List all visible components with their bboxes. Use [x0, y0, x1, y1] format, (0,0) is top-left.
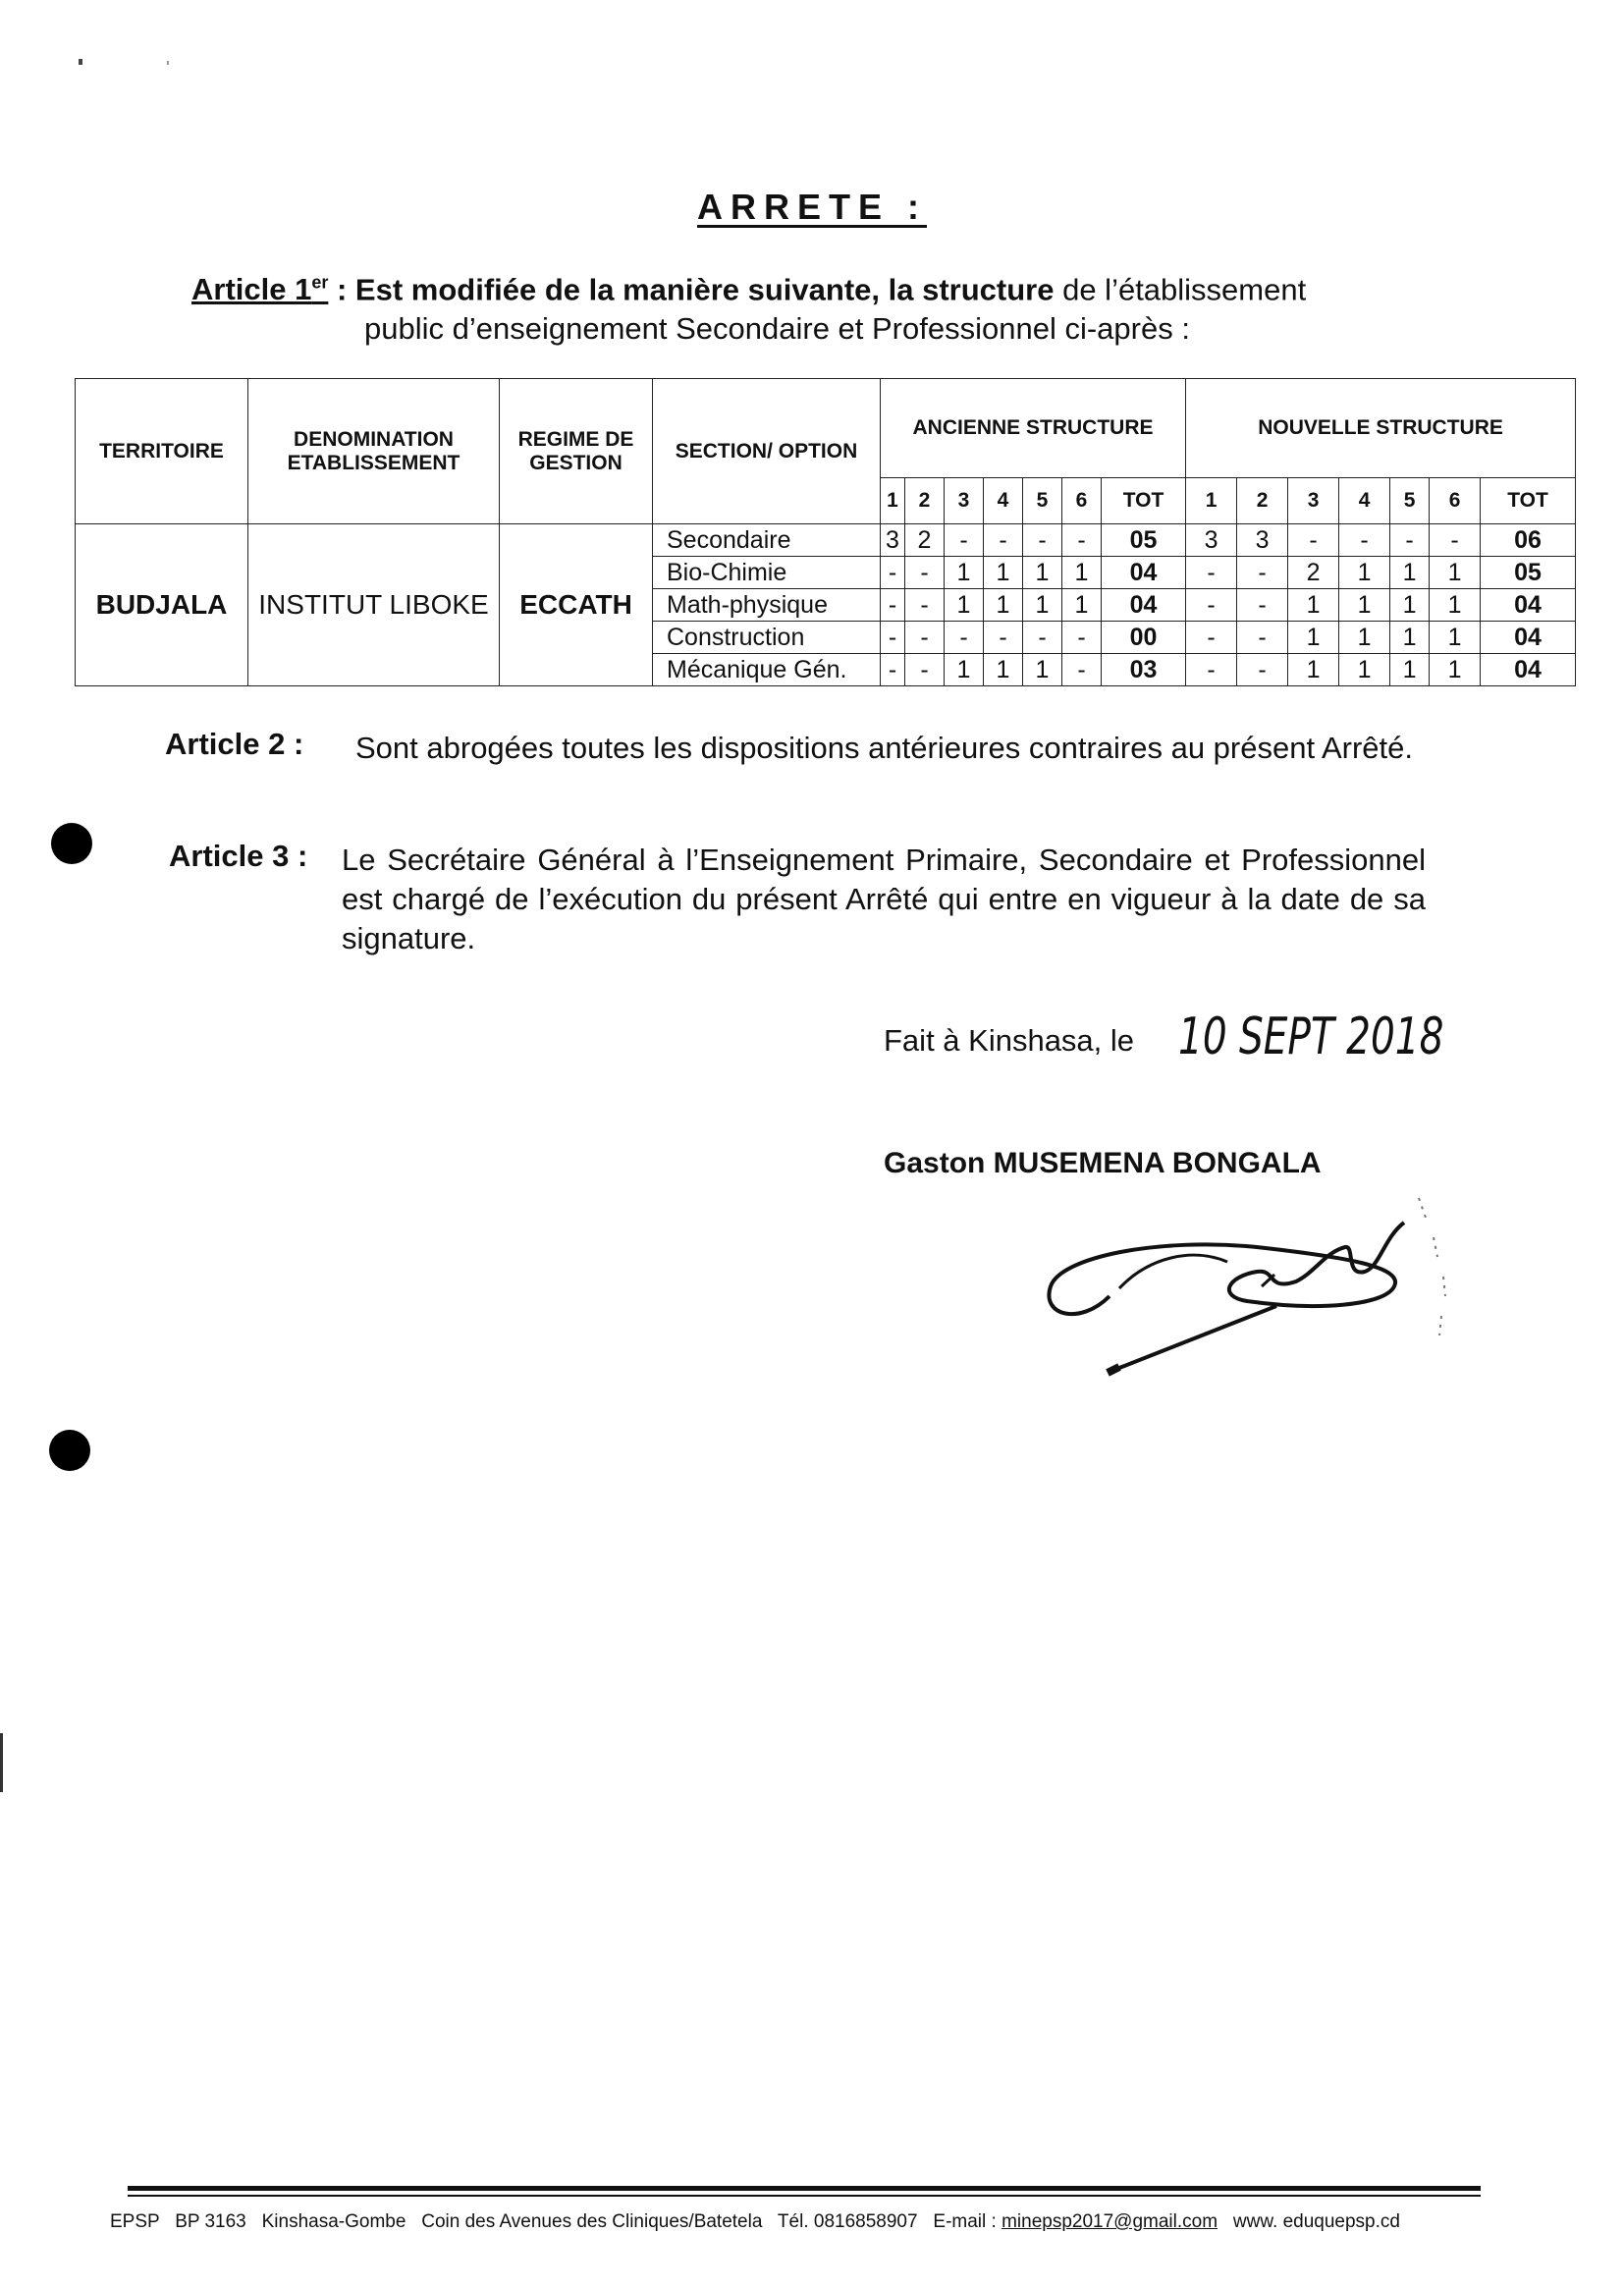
nouvelle-total-cell: 04: [1481, 622, 1576, 654]
scan-speck: [167, 61, 169, 65]
header-nouvelle-level: 5: [1390, 478, 1430, 524]
ancienne-level-cell: -: [905, 557, 945, 589]
option-cell: Bio-Chimie: [653, 557, 881, 589]
ancienne-level-cell: -: [1023, 622, 1062, 654]
ancienne-level-cell: -: [905, 622, 945, 654]
option-cell: Math-physique: [653, 589, 881, 622]
nouvelle-level-cell: 1: [1390, 589, 1430, 622]
nouvelle-level-cell: -: [1390, 524, 1430, 557]
header-ancienne-level: TOT: [1102, 478, 1186, 524]
ancienne-level-cell: 1: [984, 589, 1023, 622]
footer-rule: [128, 2186, 1481, 2191]
ancienne-level-cell: -: [1062, 654, 1102, 686]
ancienne-level-cell: 3: [881, 524, 905, 557]
nouvelle-level-cell: 3: [1237, 524, 1288, 557]
header-ancienne-level: 3: [945, 478, 984, 524]
nouvelle-level-cell: -: [1186, 589, 1237, 622]
nouvelle-total-cell: 04: [1481, 654, 1576, 686]
punch-hole: [49, 1430, 90, 1471]
nouvelle-level-cell: 1: [1288, 589, 1339, 622]
nouvelle-level-cell: 2: [1288, 557, 1339, 589]
nouvelle-level-cell: 1: [1390, 654, 1430, 686]
ancienne-level-cell: 2: [905, 524, 945, 557]
header-section: SECTION/ OPTION: [653, 379, 881, 524]
scan-edge-mark: [0, 1733, 3, 1792]
ancienne-level-cell: -: [905, 654, 945, 686]
article-2-text: Sont abrogées toutes les dispositions antérieures contraires au présent Arrêté.: [355, 731, 1414, 765]
etablissement-cell: INSTITUT LIBOKE: [248, 524, 500, 686]
article-2-label: Article 2 :: [165, 727, 304, 761]
ancienne-level-cell: 1: [945, 589, 984, 622]
ancienne-level-cell: -: [984, 622, 1023, 654]
nouvelle-level-cell: 1: [1288, 654, 1339, 686]
header-nouvelle-level: TOT: [1481, 478, 1576, 524]
option-cell: Mécanique Gén.: [653, 654, 881, 686]
header-nouvelle-level: 3: [1288, 478, 1339, 524]
nouvelle-level-cell: -: [1237, 589, 1288, 622]
article-1-label: Article 1er: [191, 272, 329, 307]
header-ancienne-level: 1: [881, 478, 905, 524]
regime-cell: ECCATH: [500, 524, 653, 686]
nouvelle-level-cell: 3: [1186, 524, 1237, 557]
nouvelle-level-cell: 1: [1339, 557, 1390, 589]
option-cell: Secondaire: [653, 524, 881, 557]
footer-website[interactable]: www. eduquepsp.cd: [1232, 2211, 1400, 2232]
header-regime: REGIME DE GESTION: [500, 379, 653, 524]
option-cell: Construction: [653, 622, 881, 654]
nouvelle-level-cell: 1: [1390, 557, 1430, 589]
footer-email-link[interactable]: minepsp2017@gmail.com: [1001, 2211, 1218, 2232]
ancienne-total-cell: 00: [1102, 622, 1186, 654]
ancienne-total-cell: 04: [1102, 589, 1186, 622]
scan-speck: [79, 59, 82, 65]
structure-table: [75, 378, 1576, 686]
nouvelle-total-cell: 05: [1481, 557, 1576, 589]
ancienne-level-cell: 1: [1023, 557, 1062, 589]
ancienne-level-cell: -: [984, 524, 1023, 557]
article-1: Article 1er : Est modifiée de la manière suivante, la structure de l’établissement public d’enseignement Secondaire et Professionnel ci-après :: [191, 263, 1448, 349]
nouvelle-level-cell: 1: [1288, 622, 1339, 654]
header-denomination: DENOMINATION ETABLISSEMENT: [248, 379, 500, 524]
nouvelle-level-cell: 1: [1339, 622, 1390, 654]
ancienne-level-cell: -: [945, 622, 984, 654]
header-ancienne-level: 4: [984, 478, 1023, 524]
signer-name: Gaston MUSEMENA BONGALA: [884, 1147, 1322, 1179]
nouvelle-level-cell: 1: [1390, 622, 1430, 654]
header-ancienne-level: 6: [1062, 478, 1102, 524]
nouvelle-level-cell: 1: [1430, 589, 1481, 622]
nouvelle-level-cell: -: [1288, 524, 1339, 557]
nouvelle-level-cell: -: [1186, 622, 1237, 654]
ancienne-level-cell: -: [905, 589, 945, 622]
article-1-continuation: public d’enseignement Secondaire et Professionnel ci-après :: [364, 311, 1190, 347]
ancienne-level-cell: -: [881, 654, 905, 686]
nouvelle-level-cell: 1: [1430, 557, 1481, 589]
header-nouvelle-level: 1: [1186, 478, 1237, 524]
ancienne-level-cell: 1: [1023, 654, 1062, 686]
article-1-bold-text: Est modifiée de la manière suivante, la structure: [354, 272, 1055, 307]
ancienne-level-cell: -: [945, 524, 984, 557]
nouvelle-level-cell: -: [1237, 622, 1288, 654]
ancienne-total-cell: 03: [1102, 654, 1186, 686]
date-stamp: 10 SEPT 2018: [1178, 1008, 1444, 1066]
article-3-text: Le Secrétaire Général à l’Enseignement Primaire, Secondaire et Professionnel est chargé de l’exécution du présent Arrêté qui entre en vigueur à la date de sa signature.: [342, 843, 1426, 955]
ancienne-level-cell: -: [881, 589, 905, 622]
nouvelle-level-cell: 1: [1430, 622, 1481, 654]
nouvelle-level-cell: 1: [1339, 589, 1390, 622]
ancienne-total-cell: 04: [1102, 557, 1186, 589]
header-ancienne-level: 2: [905, 478, 945, 524]
nouvelle-level-cell: -: [1339, 524, 1390, 557]
ancienne-level-cell: 1: [1062, 589, 1102, 622]
header-territoire: TERRITOIRE: [76, 379, 248, 524]
ancienne-level-cell: 1: [1023, 589, 1062, 622]
header-nouvelle-structure: NOUVELLE STRUCTURE: [1186, 379, 1576, 478]
ancienne-total-cell: 05: [1102, 524, 1186, 557]
header-nouvelle-level: 2: [1237, 478, 1288, 524]
ancienne-level-cell: -: [1023, 524, 1062, 557]
ancienne-level-cell: 1: [984, 557, 1023, 589]
ancienne-level-cell: -: [1062, 622, 1102, 654]
ancienne-level-cell: -: [881, 622, 905, 654]
article-3-label: Article 3 :: [169, 839, 308, 873]
nouvelle-level-cell: -: [1237, 654, 1288, 686]
ancienne-level-cell: -: [1062, 524, 1102, 557]
footer: EPSP BP 3163 Kinshasa-Gombe Coin des Avenues des Cliniques/Batetela Tél. 0816858907 E-mail : minepsp2017@gmail.com www. eduquepsp.cd: [110, 2211, 1400, 2232]
ancienne-level-cell: -: [881, 557, 905, 589]
nouvelle-level-cell: -: [1186, 557, 1237, 589]
punch-hole: [51, 823, 92, 864]
nouvelle-level-cell: 1: [1430, 654, 1481, 686]
document-title: ARRETE :: [697, 187, 927, 227]
header-nouvelle-level: 4: [1339, 478, 1390, 524]
footer-rule-thin: [128, 2195, 1481, 2197]
place-text: Fait à Kinshasa, le: [884, 1023, 1135, 1058]
header-ancienne-structure: ANCIENNE STRUCTURE: [881, 379, 1186, 478]
nouvelle-level-cell: -: [1186, 654, 1237, 686]
article-1-text: de l’établissement: [1054, 272, 1307, 307]
ancienne-level-cell: 1: [945, 557, 984, 589]
nouvelle-total-cell: 06: [1481, 524, 1576, 557]
header-nouvelle-level: 6: [1430, 478, 1481, 524]
nouvelle-level-cell: -: [1237, 557, 1288, 589]
table-row: [76, 524, 1576, 557]
header-ancienne-level: 5: [1023, 478, 1062, 524]
ancienne-level-cell: 1: [945, 654, 984, 686]
nouvelle-total-cell: 04: [1481, 589, 1576, 622]
nouvelle-level-cell: 1: [1339, 654, 1390, 686]
nouvelle-level-cell: -: [1430, 524, 1481, 557]
ancienne-level-cell: 1: [984, 654, 1023, 686]
handwritten-signature: [1021, 1178, 1492, 1404]
ancienne-level-cell: 1: [1062, 557, 1102, 589]
territoire-cell: BUDJALA: [76, 524, 248, 686]
